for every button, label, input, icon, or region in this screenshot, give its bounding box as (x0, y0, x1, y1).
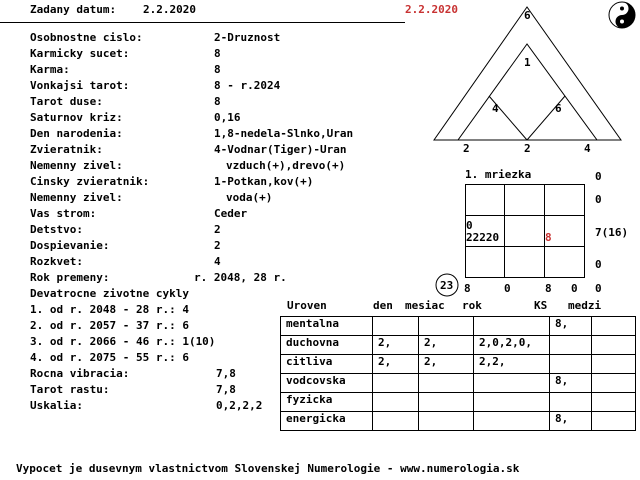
mriezka-right-1: 0 (595, 170, 602, 183)
levels-cell-name: citliva (281, 355, 373, 374)
levels-cell-ks: 8, (550, 317, 592, 336)
levels-header-mesiac: mesiac (405, 299, 445, 312)
pyramid-diagram (434, 7, 621, 140)
triangle-top: 6 (524, 9, 531, 22)
levels-cell-name: mentalna (281, 317, 373, 336)
levels-cell-medzi (592, 336, 636, 355)
mriezka-right-3: 7(16) (595, 226, 629, 239)
levels-cell-rok (474, 412, 550, 431)
levels-header-rok: rok (462, 299, 482, 312)
levels-cell-den (373, 393, 419, 412)
levels-cell-medzi (592, 355, 636, 374)
levels-cell-rok: 2,2, (474, 355, 550, 374)
mriezka-bottom-3: 8 (545, 282, 552, 295)
levels-row (281, 374, 636, 393)
info-value: 7,8 (216, 383, 236, 396)
mriezka-bottom-4: 0 (571, 282, 578, 295)
info-value: 8 (214, 63, 221, 76)
levels-row (281, 412, 636, 431)
levels-cell-ks (550, 355, 592, 374)
mriezka-right-5: 0 (595, 282, 602, 295)
info-value: 4 (214, 255, 221, 268)
triangle-bottom-right: 4 (584, 142, 591, 155)
info-label: Vas strom: (30, 207, 97, 220)
circle-value: 23 (440, 279, 454, 292)
levels-cell-den: 2, (373, 355, 419, 374)
info-label: Saturnov kriz: (30, 111, 123, 124)
levels-cell-ks: 8, (550, 412, 592, 431)
triangle-inner-right: 6 (555, 102, 562, 115)
mriezka-cell-twos: 22220 (466, 231, 500, 244)
info-value: voda(+) (226, 191, 273, 204)
mriezka-cell-eight: 8 (545, 231, 552, 244)
mriezka-right-4: 0 (595, 258, 602, 271)
yin-yang-icon (609, 2, 635, 28)
levels-row (281, 336, 636, 355)
info-label: Vonkajsi tarot: (30, 79, 130, 92)
cycle-row: 1. od r. 2048 - 28 r.: 4 (30, 303, 189, 316)
info-value: r. 2048, 28 r. (194, 271, 287, 284)
levels-header-level: Uroven (287, 299, 327, 312)
info-label: Rozkvet: (30, 255, 83, 268)
levels-cell-rok (474, 374, 550, 393)
levels-header-den: den (373, 299, 393, 312)
info-label: Rocna vibracia: (30, 367, 130, 380)
levels-header-ks: KS (534, 299, 548, 312)
levels-cell-rok: 2,0,2,0, (474, 336, 550, 355)
levels-cell-medzi (592, 393, 636, 412)
info-label: Cinsky zvieratnik: (30, 175, 150, 188)
cycle-row: 2. od r. 2057 - 37 r.: 6 (30, 319, 189, 332)
mriezka-right-2: 0 (595, 193, 602, 206)
info-value: Ceder (214, 207, 248, 220)
info-value: 1,8-nedela-Slnko,Uran (214, 127, 354, 140)
triangle-bottom-left: 2 (463, 142, 470, 155)
info-label: Zvieratnik: (30, 143, 103, 156)
levels-cell-den (373, 374, 419, 393)
triangle-inner-left: 4 (492, 102, 499, 115)
levels-cell-name: vodcovska (281, 374, 373, 393)
info-value: 8 - r.2024 (214, 79, 281, 92)
outer-triangle (434, 7, 621, 140)
levels-cell-rok (474, 317, 550, 336)
info-value: 2-Druznost (214, 31, 281, 44)
levels-cell-den (373, 412, 419, 431)
levels-cell-ks: 8, (550, 374, 592, 393)
info-value: 8 (214, 95, 221, 108)
info-label: Dospievanie: (30, 239, 110, 252)
levels-cell-mesiac (419, 393, 474, 412)
info-value: 7,8 (216, 367, 236, 380)
info-label: Karma: (30, 63, 70, 76)
levels-row (281, 393, 636, 412)
levels-row (281, 355, 636, 374)
info-value: 0,2,2,2 (216, 399, 263, 412)
info-value: 0,16 (214, 111, 241, 124)
levels-cell-medzi (592, 374, 636, 393)
info-label: Detstvo: (30, 223, 83, 236)
info-label: Tarot duse: (30, 95, 103, 108)
info-value: 2 (214, 239, 221, 252)
levels-cell-mesiac (419, 374, 474, 393)
triangle-inner-top: 1 (524, 56, 531, 69)
levels-row (281, 317, 636, 336)
levels-cell-mesiac (419, 412, 474, 431)
levels-header-medzi: medzi (568, 299, 602, 312)
info-label: Den narodenia: (30, 127, 123, 140)
mriezka-title: 1. mriezka (465, 168, 532, 181)
levels-cell-name: fyzicka (281, 393, 373, 412)
date-label: Zadany datum: (30, 3, 117, 16)
info-label: Tarot rastu: (30, 383, 110, 396)
info-label: Osobnostne cislo: (30, 31, 143, 44)
info-value: 4-Vodnar(Tiger)-Uran (214, 143, 347, 156)
levels-cell-den: 2, (373, 336, 419, 355)
info-value: 1-Potkan,kov(+) (214, 175, 314, 188)
levels-cell-mesiac: 2, (419, 336, 474, 355)
cycle-row: 3. od r. 2066 - 46 r.: 1(10) (30, 335, 216, 348)
info-label: Nemenny zivel: (30, 159, 123, 172)
levels-cell-ks (550, 336, 592, 355)
levels-cell-name: duchovna (281, 336, 373, 355)
date-value-red: 2.2.2020 (405, 3, 458, 16)
mriezka-bottom-2: 0 (504, 282, 511, 295)
info-label: Karmicky sucet: (30, 47, 130, 60)
info-value: 2 (214, 223, 221, 236)
cycle-row: 4. od r. 2075 - 55 r.: 6 (30, 351, 189, 364)
levels-cell-mesiac (419, 317, 474, 336)
info-label: Nemenny zivel: (30, 191, 123, 204)
mriezka-cell-zero: 0 (466, 219, 473, 232)
info-value: vzduch(+),drevo(+) (226, 159, 346, 172)
mriezka-bottom-1: 8 (464, 282, 471, 295)
cycles-title: Devatrocne zivotne cykly (30, 287, 189, 300)
levels-cell-medzi (592, 317, 636, 336)
levels-cell-mesiac: 2, (419, 355, 474, 374)
info-label: Uskalia: (30, 399, 83, 412)
levels-cell-medzi (592, 412, 636, 431)
footer-text: Vypocet je dusevnym vlastnictvom Slovenskej Numerologie - www.numerologia.sk (16, 462, 520, 475)
levels-cell-rok (474, 393, 550, 412)
levels-cell-den (373, 317, 419, 336)
date-value: 2.2.2020 (143, 3, 196, 16)
levels-cell-ks (550, 393, 592, 412)
info-label: Rok premeny: (30, 271, 110, 284)
info-value: 8 (214, 47, 221, 60)
levels-cell-name: energicka (281, 412, 373, 431)
triangle-bottom-mid: 2 (524, 142, 531, 155)
